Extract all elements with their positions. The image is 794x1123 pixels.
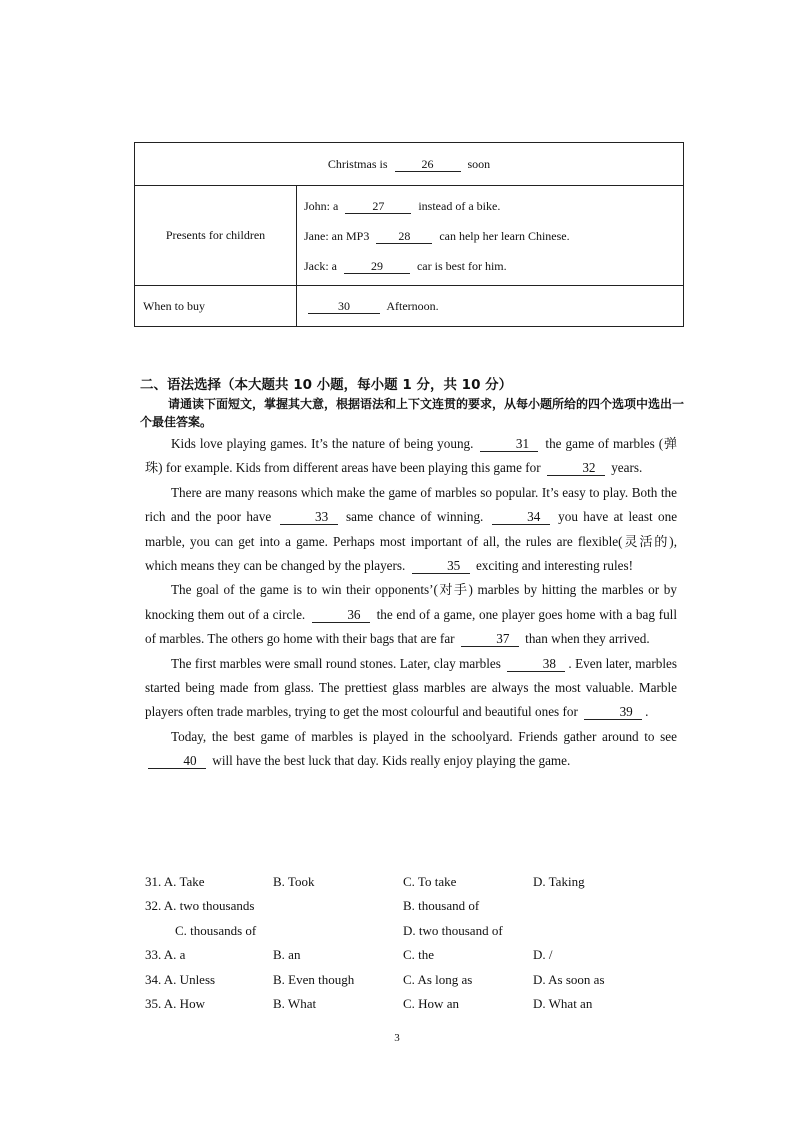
option-d: D. / — [533, 947, 553, 963]
passage-text: Today, the best game of marbles is played in the schoolyard. Friends gather around to see — [171, 728, 677, 744]
passage-text: you have at least one marble, you can get into a game. Perhaps most important of all, the rules are flexible(灵活的), which means they can be changed by the players. — [145, 509, 678, 574]
present-prefix: John: a — [304, 198, 339, 213]
answer-options — [145, 870, 705, 1016]
present-prefix: Jack: a — [304, 258, 337, 273]
blank-34: 34 — [492, 510, 550, 525]
option-a-text: A. Take — [163, 874, 205, 889]
question-number: 31. — [145, 874, 162, 889]
present-suffix: car is best for him. — [416, 258, 507, 273]
blank-26: 26 — [395, 157, 461, 172]
passage-text: the game of marbles (弹珠) for example. Kids from different areas have been playing this game for — [145, 436, 678, 476]
table-row — [135, 186, 684, 286]
question-number: 33. — [145, 947, 162, 963]
option-a — [145, 968, 215, 992]
section-instruction: 请通读下面短文，掌握其大意，根据语法和上下文连贯的要求，从每小题所给的四个选项中选出一个最佳答案。 — [140, 397, 685, 429]
blank-32: 32 — [547, 461, 605, 476]
option-a-text: A. a — [163, 947, 186, 963]
paragraph-3 — [145, 578, 677, 651]
paragraph-2 — [145, 481, 677, 579]
present-jack — [298, 251, 682, 281]
blank-36: 36 — [312, 608, 370, 623]
when-line — [298, 291, 682, 321]
christmas-suffix: soon — [467, 156, 491, 171]
page-number: 3 — [394, 1032, 400, 1044]
option-c: C. How an — [403, 995, 459, 1011]
section-title: 二、语法选择（本大题共 10 小题，每小题 1 分，共 10 分） — [140, 377, 513, 393]
presents-cell — [297, 186, 684, 286]
passage-text: The first marbles were small round stones. Later, clay marbles — [171, 655, 501, 671]
question-number: 34. — [145, 971, 162, 987]
blank-30: 30 — [308, 299, 380, 314]
christmas-prefix: Christmas is — [327, 156, 388, 171]
blank-31: 31 — [480, 437, 538, 452]
option-d: D. two thousand of — [403, 922, 503, 938]
present-john — [298, 191, 682, 221]
passage-text: There are many reasons which make the game of marbles so popular. It’s easy to play. Both the rich and the poor have — [145, 484, 677, 525]
blank-29: 29 — [344, 259, 410, 274]
table-row — [135, 286, 684, 327]
passage-text: . — [645, 704, 649, 720]
blank-39: 39 — [584, 705, 642, 720]
option-a-text: A. Unless — [163, 971, 216, 987]
option-a — [145, 870, 205, 894]
blank-38: 38 — [507, 657, 565, 672]
option-d: D. What an — [533, 995, 593, 1011]
passage-text: the end of a game, one player goes home with a bag full of marbles. The others go home with their bags that are far — [145, 606, 677, 647]
blank-28: 28 — [376, 229, 432, 244]
question-32-cont — [145, 919, 705, 943]
option-c: C. As long as — [403, 971, 473, 987]
option-a-text: A. How — [163, 995, 205, 1011]
option-c: C. thousands of — [175, 922, 257, 938]
passage-text: The goal of the game is to win their opponents’(对手) marbles by hitting the marbles or by knocking them out of a circle. — [145, 582, 677, 622]
passage-text: years. — [611, 460, 643, 476]
when-suffix: Afternoon. — [386, 299, 439, 313]
blank-27: 27 — [345, 199, 411, 214]
notes-table — [134, 142, 684, 327]
question-34 — [145, 968, 705, 992]
present-suffix: can help her learn Chinese. — [439, 228, 570, 243]
option-b: B. Took — [273, 874, 315, 889]
option-b: B. thousand of — [403, 898, 480, 914]
reading-passage — [145, 432, 677, 774]
when-cell — [297, 286, 684, 327]
question-31 — [145, 870, 705, 894]
paragraph-1 — [145, 432, 677, 481]
passage-text: will have the best luck that day. Kids really enjoy playing the game. — [212, 753, 571, 769]
passage-text: same chance of winning. — [346, 509, 484, 525]
question-35 — [145, 992, 705, 1016]
blank-33: 33 — [280, 510, 338, 525]
present-suffix: instead of a bike. — [418, 198, 501, 213]
option-b: B. Even though — [273, 971, 355, 987]
presents-label: Presents for children — [135, 186, 297, 286]
present-prefix: Jane: an MP3 — [304, 228, 370, 243]
blank-35: 35 — [412, 559, 470, 574]
present-jane — [298, 221, 682, 251]
option-c: C. To take — [403, 874, 457, 889]
when-label: When to buy — [135, 286, 297, 327]
question-number: 35. — [145, 995, 162, 1011]
option-a — [145, 943, 185, 967]
blank-40: 40 — [148, 754, 206, 769]
passage-text: than when they arrived. — [525, 631, 650, 647]
question-number: 32. — [145, 898, 162, 914]
table-row — [135, 143, 684, 186]
passage-text: . Even later, marbles started being made from glass. The prettiest glass marbles are always the most valuable. Marble players often trade marbles, trying to get the most colourful and beautiful ones for — [145, 655, 677, 720]
passage-text: Kids love playing games. It’s the nature of being young. — [171, 436, 474, 451]
option-a-text: A. two thousands — [163, 898, 255, 914]
option-d: D. Taking — [533, 874, 585, 889]
option-b: B. an — [273, 947, 301, 963]
blank-37: 37 — [461, 632, 519, 647]
passage-text: exciting and interesting rules! — [475, 558, 634, 574]
question-32 — [145, 894, 705, 918]
question-33 — [145, 943, 705, 967]
option-b: B. What — [273, 995, 317, 1011]
christmas-cell — [135, 143, 684, 186]
option-a — [145, 992, 205, 1016]
option-d: D. As soon as — [533, 971, 605, 987]
paragraph-5 — [145, 725, 677, 774]
option-c: C. the — [403, 947, 435, 963]
option-a — [145, 894, 254, 918]
paragraph-4 — [145, 652, 677, 725]
